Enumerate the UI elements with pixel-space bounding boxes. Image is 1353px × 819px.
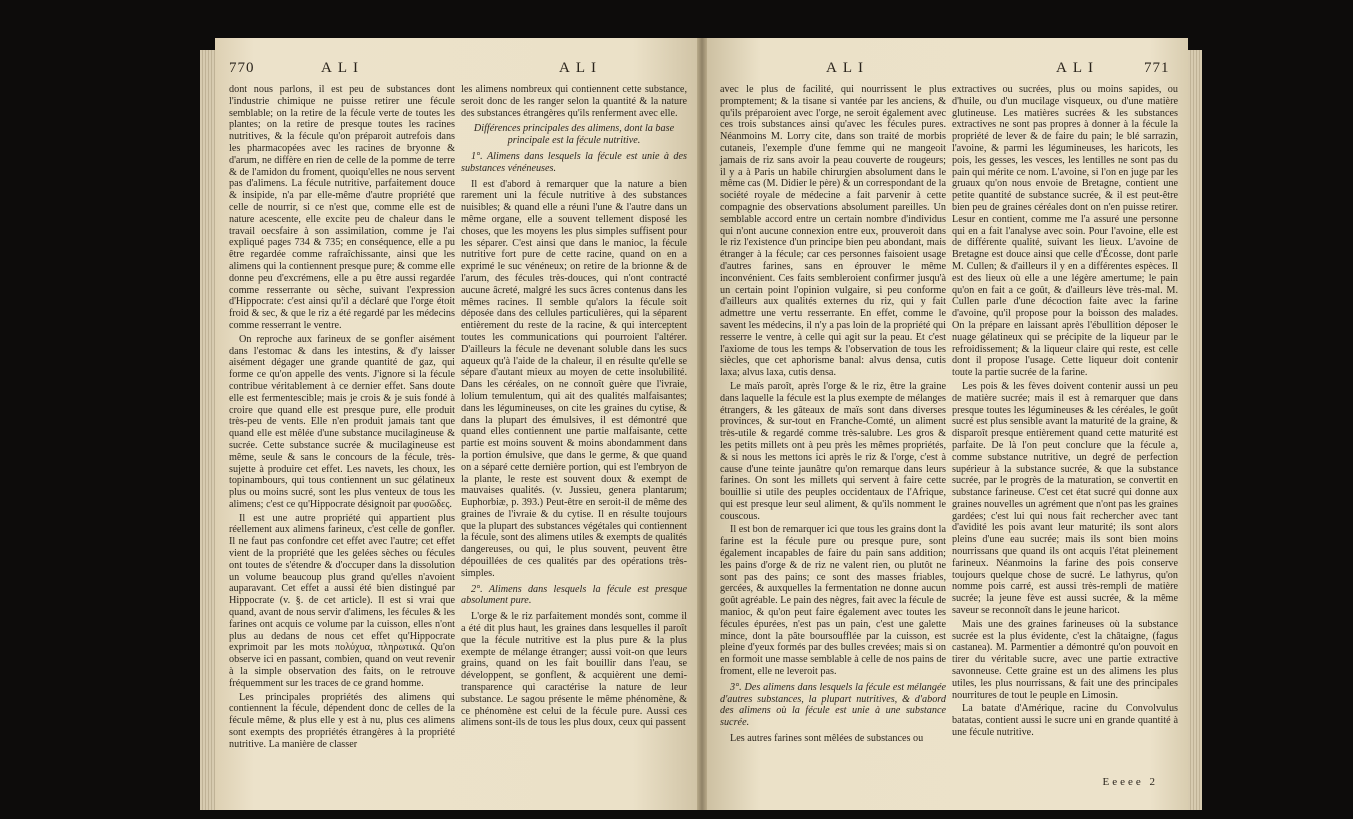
paragraph: Il est d'abord à remarquer que la nature a bien rarement uni la fécule nutritive à des substances nuisibles; & quand elle a réuni l'une & l'autre dans un même organe, elle a souvent tellement disposé les choses, que les moyens les plus simples suffisent pour les séparer. C'est ainsi que dans le manioc, la fécule nutritive fort pure de cette racine, quand on en a exprimé le suc vénéneux; on retire de la brionne & de l'arum, des fécules très-douces, qui n'ont contracté aucune âcreté, malgré les sucs âcres contenus dans les mêmes racines. Il semble qu'alors la fécule soit déposée dans des cellules particulières, qui la séparent entièrement du reste de la racine, & qui interceptent toutes les communications qui pourroient l'altérer. D'ailleurs la fécule ne devenant soluble dans les sucs aqueux qu'à l'aide de la chaleur, il en résulte qu'elle se sépare d'autant mieux au moyen de cette insolubilité. Dans les céréales, on ne connoît guère que l'ivraie, lolium temulentum, qui ait des qualités malfaisantes; dans les légumineuses, on cite les graines du cytise, & dans la plupart des émulsives, il est démontré que quand elles contiennent une partie malfaisante, cette partie est moins souvent & moins abondamment dans la portion émulsive, que dans le germe, & que quand on a séparé cette dernière portion, qui est l'embryon de la plante, le reste est souvent doux & exempt de mauvaises qualités. (v. Jussieu, genera plantarum; Euphorbiæ, p. 393.) Peut-être en seroit-il de même des graines de l'ivraie & du cytise. Il en résulte toujours que la plupart des substances végétales qui contiennent la fécule, sont des alimens utiles & exempts de qualités dangereuses, ou qui, le plus souvent, peuvent être dépouillées de ces qualités par des opérations très-simples. bbox=[461, 178, 687, 579]
section-heading: Différences principales des alimens, dont la base principale est la fécule nutritive. bbox=[473, 123, 675, 147]
left-page-header bbox=[229, 60, 689, 86]
paragraph: On reproche aux farineux de se gonfler aisément dans l'estomac & dans les intestins, & d'y laisser aisément dégager une grande quantité de gaz, qui forme ce qu'on appelle des vents. J'ignore si la fécule contribue véritablement à ce dernier effet. Sans doute elle est fermentescible; mais je crois & je suis fondé à croire que quand elle est presque pure, elle produit très-peu de vents. Elle n'en produit jamais tant que quand elle est mêlée d'une substance mucilagineuse & sucrée. Cette substance sucrée & mucilagineuse est même, seule & sans le concours de la fécule, très-sujette à produire cet effet. Les navets, les choux, les topinambours, qui tous contiennent un suc gélatineux plus ou moins sucré, sont les plus venteux de tous les alimens; c'est ce qu'Hippocrate désignoit par φυσῶδες. bbox=[229, 333, 455, 510]
left-running-head-2: ALI bbox=[559, 60, 602, 76]
left-column-1 bbox=[229, 84, 455, 753]
right-page-header bbox=[716, 60, 1176, 86]
paragraph: Il est bon de remarquer ici que tous les grains dont la farine est la fécule pure ou presque pure, sont également incapables de faire du pain sans addition; les pains d'orge & de riz ne valent rien, ou plutôt ne sont pas des pains; ce sont des masses friables, gercées, & auxquelles la fermentation ne donne aucun goût agréable. Le pain des nègres, fait avec la fécule de manioc, & qu'on peut faire également avec toutes les fécules épurées, n'est pas un pain, c'est une galette mince, dont la pâte boursoufflée par la cuisson, est pleine d'yeux formés par des bulles crevées; mais si on en formoit une masse semblable à celle de nos pains de froment, elle ne leveroit pas. bbox=[720, 524, 946, 678]
right-page-edges bbox=[1188, 50, 1202, 810]
paragraph: La batate d'Amérique, racine du Convolvulus batatas, contient aussi le sucre uni en grande quantité à une fécule nutritive. bbox=[952, 703, 1178, 739]
right-column-1 bbox=[720, 84, 946, 747]
paragraph: Les autres farines sont mêlées de substances ou bbox=[730, 733, 924, 745]
left-page-edges bbox=[200, 50, 216, 810]
book-gutter bbox=[697, 38, 707, 810]
right-page-number: 771 bbox=[1144, 60, 1170, 76]
right-page bbox=[702, 38, 1188, 810]
subsection-heading: 1°. Alimens dans lesquels la fécule est unie à des substances vénéneuses. bbox=[461, 150, 687, 174]
left-page-number: 770 bbox=[229, 60, 255, 76]
paragraph: Le maïs paroît, après l'orge & le riz, être la graine dans laquelle la fécule est la plus exempte de mélanges étrangers, & les gâteaux de maïs sont dans diverses provinces, & sur-tout en Franche-Comté, un aliment très-utile & regardé comme très-salubre. Les gros & les petits millets ont à peu près les mêmes propriétés, & si nous les mettons ici après le riz & l'orge, c'est à cause d'une teinte jaunâtre qu'on remarque dans leurs farines. On sont les millets qui servent à faire cette bouillie si utile des peuples occidentaux de l'Afrique, qui est presque leur seul aliment, & qu'ils nomment le couscous. bbox=[720, 380, 946, 522]
left-page bbox=[215, 38, 701, 810]
right-running-head-2: ALI bbox=[1056, 60, 1099, 76]
left-column-2 bbox=[461, 84, 687, 731]
paragraph: les alimens nombreux qui contiennent cette substance, seroit donc de les ranger selon la quantité & la nature des substances étrangères qu'ils renferment avec elle. bbox=[461, 84, 687, 119]
right-running-head-1: ALI bbox=[826, 60, 869, 76]
paragraph: L'orge & le riz parfaitement mondés sont, comme il a été dit plus haut, les graines dans lesquelles il paroît que la fécule nutritive est la plus pure & la plus exempte de mélange étranger; aussi voit-on que leurs grains, quand on les fait bouillir dans l'eau, se développent, se gonflent, & acquièrent une demi-transparence qui caractérise la nature de leur substance. Le sagou présente le même phénomène, & ce phénomène est celui de la fécule pure. Aussi ces alimens sont-ils de tous les plus doux, ceux qui passent bbox=[461, 611, 687, 729]
paragraph: Les pois & les fèves doivent contenir aussi un peu de matière sucrée; mais il est à remarquer que dans presque toutes les légumineuses & les céréales, le goût sucré est plus sensible avant la maturité de la graine, & disparoît presque entièrement quand cette maturité est parfaite. De là l'on peut conclure que la fécule a, comme substance nutritive, un degré de perfection supérieur à la substance sucrée, & que la substance sucrée, par le progrès de la maturation, se convertit en substance farineuse. C'est cet état sucré qui donne aux graines nouvelles un agrément que n'ont pas les graines gardées; c'est lui qui nous fait rechercher avec tant d'avidité les pois avant leur maturité; ils sont alors pleins d'une eau sucrée; mais ils sont bien moins nourrissans que quand ils ont acquis l'état pleinement farineux. Néanmoins la farine des pois conserve toujours quelque chose de sucré. Le lathyrus, qu'on nomme pois carré, est aussi très-rempli de matière sucrée; la jeune fève est aussi sucrée, & la même saveur se reconnoît dans le jeune haricot. bbox=[952, 380, 1178, 617]
left-running-head-1: ALI bbox=[321, 60, 364, 76]
subsection-heading: 3°. Des alimens dans lesquels la fécule est mélangée d'autres substances, la plupart nutritives, & d'abord des alimens où la fécule est unie à une substance sucrée. bbox=[720, 681, 946, 729]
paragraph: Les principales propriétés des alimens qui contiennent la fécule, dépendent donc de celles de la fécule même, & plus elle y est à nu, plus ces alimens sont exempts des propriétés étrangères à la propriété nutritive. La manière de classer bbox=[229, 691, 455, 750]
paragraph: extractives ou sucrées, plus ou moins sapides, ou d'huile, ou d'un mucilage visqueux, ou d'une matière glutineuse. Les matières sucrées & les substances extractives ne sont pas propres à donner à la fécule la propriété de lever & de faire du pain; le blé sarrazin, l'avoine, & parmi les légumineuses, les haricots, les pois, les gesses, les vesces, les lentilles ne sont pas du pain qui mérite ce nom. L'avoine, si l'on en juge par les gruaux qu'on nous envoie de Bretagne, contient une petite quantité de substance sucrée, & il est peut-être bien peu de graines céréales dont on n'en puisse retirer. Lesur en contient, comme me l'a assuré une personne qui en a fait l'analyse avec soin. Pour l'avoine, elle est de différente qualité, suivant les lieux. L'avoine de Bretagne est douce ainsi que celle d'Écosse, dont parle M. Cullen; & d'ailleurs il y en a différentes espèces. Il est des lieux où elle a une légère amertume; le pain qu'on en fait a ce goût, & d'ailleurs lève très-mal. M. Cullen parle d'une décoction faite avec la farine d'avoine, qu'il propose pour la boisson des malades. On la prépare en laissant après l'ébullition déposer le nuage gélatineux qui se précipite de la liqueur par le refroidissement; & la liqueur claire qui reste, est celle dont il propose l'usage. Cette liqueur doit contenir toute la partie sucrée de la farine. bbox=[952, 84, 1178, 379]
subsection-heading: 2°. Alimens dans lesquels la fécule est presque absolument pure. bbox=[461, 583, 687, 607]
paragraph: Il est une autre propriété qui appartient plus réellement aux alimens farineux, c'est celle de gonfler. Il ne faut pas confondre cet effet avec l'autre; cet effet vient de la propriété que les gelées sèches ou fécules ont toutes de s'étendre & d'occuper dans la dissolution un volume beaucoup plus grand qu'elles n'avoient auparavant. Cet effet a aussi été bien distingué par Hippocrate (v. §. de cet article). Il est si vrai que quand, avant de nous servir d'alimens, les fécules & les farines ont acquis ce volume par la cuisson, elles n'ont plus au dedans de nous cet effet qu'Hippocrate exprimoit par les mots πολύχυα, πληρωτικά. Qu'on observe ici en passant, combien, quand on veut revenir à la simple observation des faits, on le retrouve fréquemment sur les traces de ce grand homme. bbox=[229, 512, 455, 689]
paragraph: avec le plus de facilité, qui nourrissent le plus promptement; & la tisane si vantée par les anciens, & qu'ils préparoient avec l'orge, ne seroit également avec ces trois substances ainsi qu'avec les fécules pures. Néanmoins M. Lorry cite, dans son traité de morbis cutaneis, l'exemple d'une femme qui ne mangeoit jamais de riz sans avoir la peau couverte de rougeurs; il y a à Paris un habile chirurgien absolument dans le même cas (M. Didier le père) & un correspondant de la société royale de médecine a fait parvenir à cette compagnie des observations absolument pareilles. Un semblable accord entre un certain nombre d'individus qui n'ont aucune connexion entre eux, prouveroit dans le riz l'existence d'un principe bien peu abondant, mais étranger à la fécule; car ces personnes faisoient usage d'autres farines, sans en éprouver le même inconvénient. Ces faits sembleroient confirmer jusqu'à un certain point l'opinion vulgaire, si peu conforme d'ailleurs aux qualités externes du riz, qui y fait admettre une vertu resserrante. En effet, comme le savent les médecins, il n'y a pas loin de la propriété qui resserre le ventre, à celle qui agit sur la peau. Et c'est l'axiome de tous les temps & l'observation de tous les siècles, que cet aphorisme banal: alvus densa, cutis laxa; alvus laxa, cutis densa. bbox=[720, 84, 946, 379]
right-column-2 bbox=[952, 84, 1178, 741]
paragraph: Mais une des graines farineuses où la substance sucrée est la plus évidente, c'est la châtaigne, (fagus castanea). M. Parmentier a démontré qu'on pouvoit en tirer du véritable sucre, avec une partie extractive savonneuse. Cette graine est un des alimens les plus utiles, les plus nourrissans, & fait une des principales nourritures de tout le peuple en Limosin. bbox=[952, 618, 1178, 701]
signature-mark: Eeeee 2 bbox=[1102, 776, 1158, 788]
paragraph: dont nous parlons, il est peu de substances dont l'industrie chimique ne puisse retirer une fécule semblable; on la retire de la fécule verte de toutes les plantes; on la retire de presque toutes les racines nutritives, & la fécule qu'on préparoit autrefois dans les pharmacopées avec les racines de bryonne & d'arum, ne diffère en rien de celle de la pomme de terre & de l'amidon du froment, quoiqu'elles ne nous servent pas d'alimens. La fécule nutritive, parfaitement douce & insipide, n'a par elle-même d'autre propriété que celle de nourrir, si ce n'est que, comme elle est de nature acescente, elle excite peu de chaleur dans le travail oecsfaire à son assimilation, comme je l'ai expliqué pages 734 & 735; en conséquence, elle a pu être regardée comme rafraîchissante, ainsi que les alimens qui la contiennent presque pure; & comme elle donne peu d'excrémens, elle a pu être aussi regardée comme resserrante ou sèche, suivant l'expression d'Hippocrate: c'est ainsi qu'il a déclaré que l'orge étoit froid & sec, & que le riz a été regardé par les médecins comme resserrant le ventre. bbox=[229, 84, 455, 331]
